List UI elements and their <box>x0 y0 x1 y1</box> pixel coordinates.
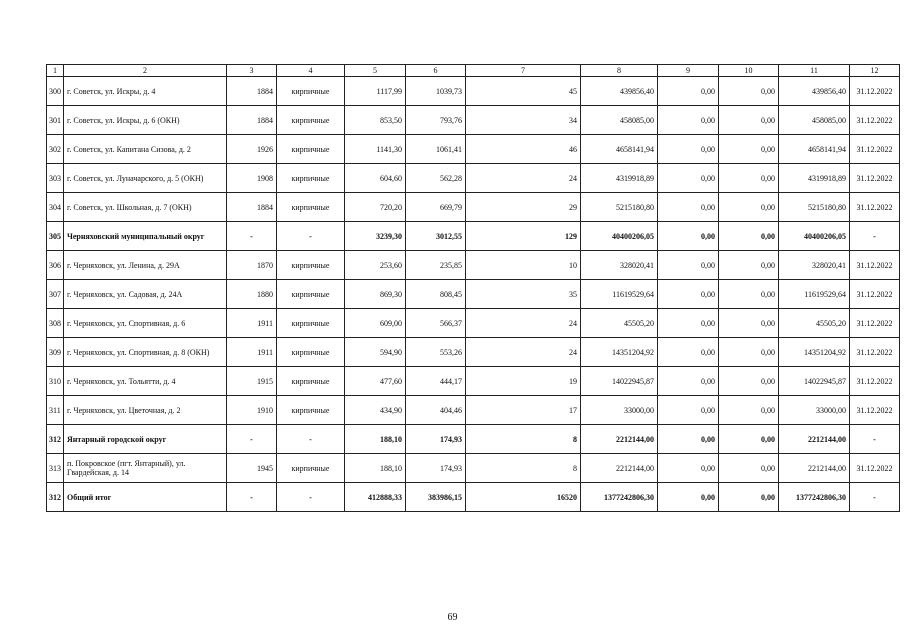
cell-deadline: 31.12.2022 <box>850 193 900 222</box>
cell-total-cost: 2212144,00 <box>581 425 658 454</box>
cell-deadline: 31.12.2022 <box>850 135 900 164</box>
cell-residents: 24 <box>466 309 581 338</box>
cell-total-cost: 14351204,92 <box>581 338 658 367</box>
cell-total-area: 1141,30 <box>345 135 406 164</box>
cell-funds-2: 0,00 <box>719 251 779 280</box>
cell-total-area: 253,60 <box>345 251 406 280</box>
cell-total-area: 477,60 <box>345 367 406 396</box>
cell-total-cost: 5215180,80 <box>581 193 658 222</box>
table-row <box>47 135 900 164</box>
cell-residents: 24 <box>466 338 581 367</box>
cell-funds-3: 2212144,00 <box>779 454 850 483</box>
table-row <box>47 396 900 425</box>
cell-row-number: 313 <box>47 454 64 483</box>
cell-deadline: - <box>850 222 900 251</box>
table-row <box>47 77 900 106</box>
cell-total-area: 3239,30 <box>345 222 406 251</box>
cell-year-built: - <box>227 483 277 512</box>
cell-deadline: 31.12.2022 <box>850 367 900 396</box>
cell-residents: 35 <box>466 280 581 309</box>
column-header: 1 <box>47 65 64 77</box>
cell-total-area: 594,90 <box>345 338 406 367</box>
cell-address: г. Советск, ул. Капитана Сизова, д. 2 <box>64 135 227 164</box>
cell-wall-material: кирпичные <box>277 164 345 193</box>
cell-wall-material: - <box>277 425 345 454</box>
cell-total-area: 188,10 <box>345 454 406 483</box>
cell-funds-1: 0,00 <box>658 193 719 222</box>
table-row <box>47 280 900 309</box>
cell-address: Общий итог <box>64 483 227 512</box>
cell-total-area: 1117,99 <box>345 77 406 106</box>
column-header: 6 <box>406 65 466 77</box>
cell-address: г. Черняховск, ул. Спортивная, д. 8 (ОКН) <box>64 338 227 367</box>
document-page <box>46 64 900 512</box>
cell-year-built: 1915 <box>227 367 277 396</box>
table-row <box>47 164 900 193</box>
cell-funds-3: 40400206,05 <box>779 222 850 251</box>
cell-total-cost: 14022945,87 <box>581 367 658 396</box>
cell-funds-3: 4319918,89 <box>779 164 850 193</box>
cell-total-cost: 439856,40 <box>581 77 658 106</box>
cell-funds-3: 11619529,64 <box>779 280 850 309</box>
table-header-row <box>47 65 900 77</box>
cell-living-area: 669,79 <box>406 193 466 222</box>
cell-funds-2: 0,00 <box>719 309 779 338</box>
cell-wall-material: кирпичные <box>277 338 345 367</box>
cell-living-area: 562,28 <box>406 164 466 193</box>
cell-year-built: 1880 <box>227 280 277 309</box>
cell-funds-3: 4658141,94 <box>779 135 850 164</box>
cell-residents: 46 <box>466 135 581 164</box>
cell-year-built: 1910 <box>227 396 277 425</box>
cell-year-built: 1884 <box>227 77 277 106</box>
cell-total-cost: 40400206,05 <box>581 222 658 251</box>
cell-living-area: 174,93 <box>406 425 466 454</box>
cell-row-number: 300 <box>47 77 64 106</box>
cell-living-area: 808,45 <box>406 280 466 309</box>
cell-total-cost: 11619529,64 <box>581 280 658 309</box>
cell-year-built: 1908 <box>227 164 277 193</box>
cell-residents: 129 <box>466 222 581 251</box>
cell-total-area: 853,50 <box>345 106 406 135</box>
cell-deadline: 31.12.2022 <box>850 454 900 483</box>
cell-address: г. Черняховск, ул. Цветочная, д. 2 <box>64 396 227 425</box>
table-row <box>47 425 900 454</box>
cell-deadline: 31.12.2022 <box>850 77 900 106</box>
page-number: 69 <box>447 612 458 623</box>
cell-row-number: 302 <box>47 135 64 164</box>
cell-deadline: 31.12.2022 <box>850 251 900 280</box>
cell-living-area: 383986,15 <box>406 483 466 512</box>
cell-funds-1: 0,00 <box>658 309 719 338</box>
cell-total-area: 434,90 <box>345 396 406 425</box>
cell-wall-material: кирпичные <box>277 193 345 222</box>
cell-address: п. Покровское (пгт. Янтарный), ул. Гвардейская, д. 14 <box>64 454 227 483</box>
cell-wall-material: кирпичные <box>277 396 345 425</box>
cell-living-area: 404,46 <box>406 396 466 425</box>
cell-wall-material: - <box>277 222 345 251</box>
cell-total-area: 604,60 <box>345 164 406 193</box>
cell-address: г. Советск, ул. Школьная, д. 7 (ОКН) <box>64 193 227 222</box>
column-header: 3 <box>227 65 277 77</box>
cell-funds-1: 0,00 <box>658 280 719 309</box>
cell-year-built: 1926 <box>227 135 277 164</box>
table-row <box>47 338 900 367</box>
cell-wall-material: кирпичные <box>277 454 345 483</box>
cell-funds-2: 0,00 <box>719 222 779 251</box>
cell-funds-3: 5215180,80 <box>779 193 850 222</box>
cell-deadline: 31.12.2022 <box>850 106 900 135</box>
cell-total-area: 720,20 <box>345 193 406 222</box>
cell-address: г. Черняховск, ул. Садовая, д. 24А <box>64 280 227 309</box>
cell-year-built: - <box>227 222 277 251</box>
cell-residents: 24 <box>466 164 581 193</box>
table-row <box>47 222 900 251</box>
cell-living-area: 553,26 <box>406 338 466 367</box>
cell-year-built: 1911 <box>227 309 277 338</box>
cell-deadline: 31.12.2022 <box>850 309 900 338</box>
cell-funds-1: 0,00 <box>658 251 719 280</box>
housing-table <box>46 64 900 512</box>
cell-deadline: 31.12.2022 <box>850 164 900 193</box>
cell-residents: 45 <box>466 77 581 106</box>
cell-wall-material: кирпичные <box>277 77 345 106</box>
cell-total-cost: 328020,41 <box>581 251 658 280</box>
cell-residents: 8 <box>466 454 581 483</box>
cell-row-number: 310 <box>47 367 64 396</box>
cell-wall-material: кирпичные <box>277 251 345 280</box>
cell-funds-1: 0,00 <box>658 222 719 251</box>
cell-residents: 10 <box>466 251 581 280</box>
cell-address: Черняховский муниципальный округ <box>64 222 227 251</box>
cell-row-number: 303 <box>47 164 64 193</box>
cell-total-cost: 33000,00 <box>581 396 658 425</box>
table-row <box>47 367 900 396</box>
cell-residents: 16520 <box>466 483 581 512</box>
cell-wall-material: - <box>277 483 345 512</box>
cell-funds-2: 0,00 <box>719 367 779 396</box>
cell-funds-3: 14351204,92 <box>779 338 850 367</box>
column-header: 8 <box>581 65 658 77</box>
cell-funds-1: 0,00 <box>658 164 719 193</box>
cell-funds-1: 0,00 <box>658 483 719 512</box>
column-header: 2 <box>64 65 227 77</box>
cell-funds-2: 0,00 <box>719 193 779 222</box>
cell-total-cost: 4658141,94 <box>581 135 658 164</box>
column-header: 9 <box>658 65 719 77</box>
cell-year-built: 1870 <box>227 251 277 280</box>
cell-living-area: 1039,73 <box>406 77 466 106</box>
cell-total-cost: 45505,20 <box>581 309 658 338</box>
cell-address: г. Черняховск, ул. Тольятти, д. 4 <box>64 367 227 396</box>
cell-address: г. Советск, ул. Луначарского, д. 5 (ОКН) <box>64 164 227 193</box>
cell-residents: 34 <box>466 106 581 135</box>
cell-row-number: 305 <box>47 222 64 251</box>
cell-funds-2: 0,00 <box>719 396 779 425</box>
cell-total-area: 412888,33 <box>345 483 406 512</box>
cell-year-built: 1884 <box>227 106 277 135</box>
cell-funds-3: 14022945,87 <box>779 367 850 396</box>
cell-funds-1: 0,00 <box>658 338 719 367</box>
cell-funds-3: 439856,40 <box>779 77 850 106</box>
cell-total-cost: 458085,00 <box>581 106 658 135</box>
cell-row-number: 308 <box>47 309 64 338</box>
table-row <box>47 106 900 135</box>
cell-funds-1: 0,00 <box>658 367 719 396</box>
cell-funds-3: 1377242806,30 <box>779 483 850 512</box>
cell-year-built: 1911 <box>227 338 277 367</box>
table-row <box>47 251 900 280</box>
cell-funds-2: 0,00 <box>719 338 779 367</box>
cell-funds-1: 0,00 <box>658 135 719 164</box>
cell-address: г. Черняховск, ул. Ленина, д. 29А <box>64 251 227 280</box>
cell-year-built: 1884 <box>227 193 277 222</box>
table-row <box>47 454 900 483</box>
column-header: 4 <box>277 65 345 77</box>
cell-row-number: 301 <box>47 106 64 135</box>
cell-row-number: 312 <box>47 483 64 512</box>
cell-residents: 17 <box>466 396 581 425</box>
cell-deadline: 31.12.2022 <box>850 280 900 309</box>
cell-wall-material: кирпичные <box>277 309 345 338</box>
cell-wall-material: кирпичные <box>277 367 345 396</box>
cell-total-cost: 2212144,00 <box>581 454 658 483</box>
table-row <box>47 193 900 222</box>
column-header: 10 <box>719 65 779 77</box>
cell-address: Янтарный городской округ <box>64 425 227 454</box>
cell-wall-material: кирпичные <box>277 135 345 164</box>
cell-funds-3: 2212144,00 <box>779 425 850 454</box>
cell-row-number: 304 <box>47 193 64 222</box>
cell-deadline: - <box>850 425 900 454</box>
cell-wall-material: кирпичные <box>277 106 345 135</box>
cell-deadline: 31.12.2022 <box>850 338 900 367</box>
cell-living-area: 174,93 <box>406 454 466 483</box>
cell-total-area: 609,00 <box>345 309 406 338</box>
cell-row-number: 306 <box>47 251 64 280</box>
cell-row-number: 307 <box>47 280 64 309</box>
cell-living-area: 3012,55 <box>406 222 466 251</box>
cell-funds-3: 328020,41 <box>779 251 850 280</box>
table-row <box>47 309 900 338</box>
cell-living-area: 235,85 <box>406 251 466 280</box>
cell-row-number: 311 <box>47 396 64 425</box>
cell-funds-2: 0,00 <box>719 425 779 454</box>
cell-address: г. Черняховск, ул. Спортивная, д. 6 <box>64 309 227 338</box>
cell-total-cost: 4319918,89 <box>581 164 658 193</box>
cell-funds-2: 0,00 <box>719 106 779 135</box>
cell-funds-2: 0,00 <box>719 135 779 164</box>
cell-funds-1: 0,00 <box>658 425 719 454</box>
cell-funds-2: 0,00 <box>719 280 779 309</box>
cell-funds-1: 0,00 <box>658 396 719 425</box>
cell-funds-3: 33000,00 <box>779 396 850 425</box>
cell-funds-2: 0,00 <box>719 77 779 106</box>
cell-funds-3: 458085,00 <box>779 106 850 135</box>
cell-year-built: 1945 <box>227 454 277 483</box>
cell-total-area: 188,10 <box>345 425 406 454</box>
cell-living-area: 1061,41 <box>406 135 466 164</box>
cell-funds-3: 45505,20 <box>779 309 850 338</box>
cell-funds-1: 0,00 <box>658 77 719 106</box>
cell-funds-1: 0,00 <box>658 454 719 483</box>
cell-wall-material: кирпичные <box>277 280 345 309</box>
cell-deadline: 31.12.2022 <box>850 396 900 425</box>
cell-deadline: - <box>850 483 900 512</box>
cell-funds-2: 0,00 <box>719 164 779 193</box>
cell-residents: 8 <box>466 425 581 454</box>
cell-row-number: 312 <box>47 425 64 454</box>
cell-funds-2: 0,00 <box>719 454 779 483</box>
column-header: 11 <box>779 65 850 77</box>
cell-total-cost: 1377242806,30 <box>581 483 658 512</box>
cell-funds-2: 0,00 <box>719 483 779 512</box>
cell-living-area: 444,17 <box>406 367 466 396</box>
cell-residents: 29 <box>466 193 581 222</box>
column-header: 12 <box>850 65 900 77</box>
cell-year-built: - <box>227 425 277 454</box>
cell-total-area: 869,30 <box>345 280 406 309</box>
cell-living-area: 793,76 <box>406 106 466 135</box>
table-row <box>47 483 900 512</box>
cell-row-number: 309 <box>47 338 64 367</box>
cell-funds-1: 0,00 <box>658 106 719 135</box>
cell-address: г. Советск, ул. Искры, д. 4 <box>64 77 227 106</box>
cell-living-area: 566,37 <box>406 309 466 338</box>
column-header: 7 <box>466 65 581 77</box>
column-header: 5 <box>345 65 406 77</box>
cell-address: г. Советск, ул. Искры, д. 6 (ОКН) <box>64 106 227 135</box>
cell-residents: 19 <box>466 367 581 396</box>
